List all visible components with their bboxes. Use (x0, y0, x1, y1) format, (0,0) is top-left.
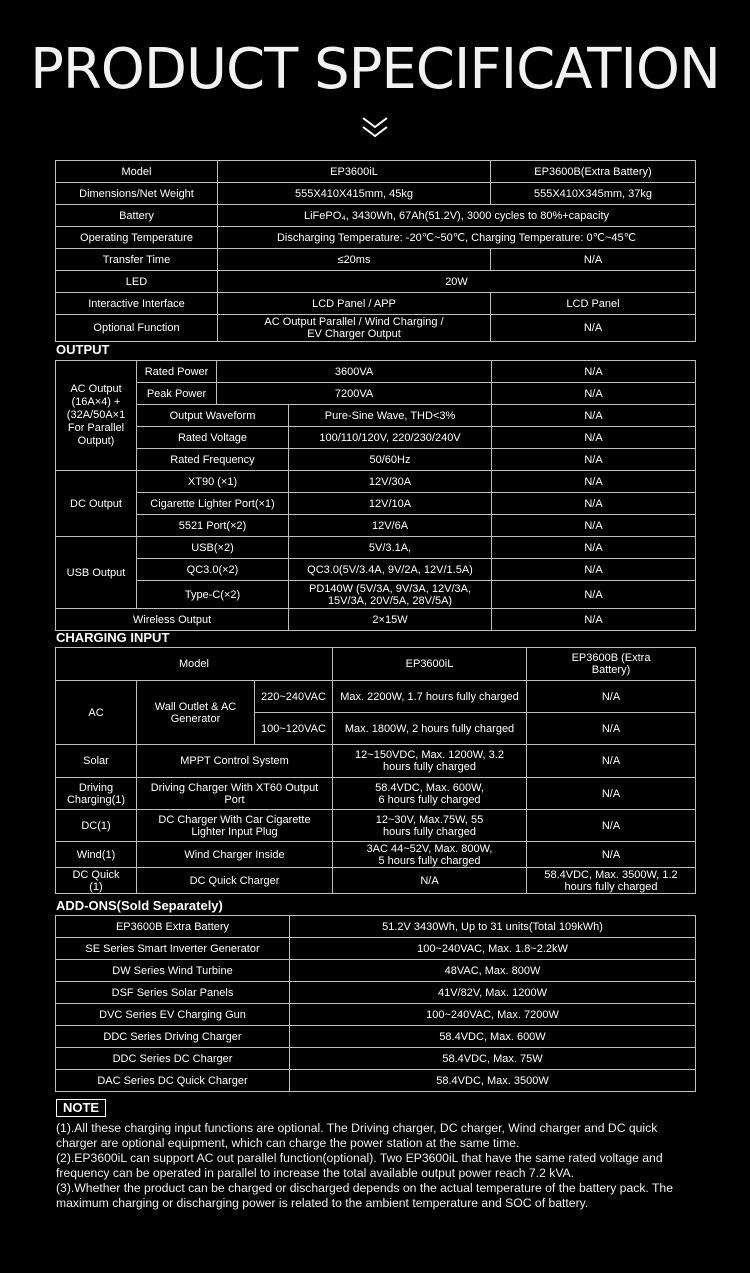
spec-label: Transfer Time (56, 249, 218, 271)
usb-output-label: USB Output (56, 537, 137, 609)
output-item: Rated Voltage (137, 427, 289, 449)
addon-name: EP3600B Extra Battery (56, 916, 290, 938)
addons-heading: ADD-ONS(Sold Separately) (56, 898, 223, 913)
table-row (56, 271, 696, 293)
table-row (56, 471, 696, 493)
table-row (56, 427, 696, 449)
charging-value: N/A (527, 778, 696, 810)
notes (56, 1121, 696, 1211)
addon-name: SE Series Smart Inverter Generator (56, 938, 290, 960)
output-value: N/A (492, 609, 696, 631)
table-row (56, 982, 696, 1004)
addon-value: 41V/82V, Max. 1200W (290, 982, 696, 1004)
spec-label: Operating Temperature (56, 227, 218, 249)
note-badge: NOTE (56, 1099, 106, 1117)
output-value: N/A (492, 383, 696, 405)
table-row (56, 227, 696, 249)
spec-table (55, 160, 696, 342)
table-row (56, 960, 696, 982)
output-value: 12V/10A (289, 493, 492, 515)
output-item: 5521 Port(×2) (137, 515, 289, 537)
addon-value: 100~240VAC, Max. 1.8~2.2kW (290, 938, 696, 960)
output-value: N/A (492, 449, 696, 471)
charging-value: N/A (527, 745, 696, 778)
output-value: N/A (492, 559, 696, 581)
spec-value: LCD Panel (491, 293, 696, 315)
charging-type: DC Quick (1) (56, 868, 137, 894)
output-item: Peak Power (137, 383, 217, 405)
table-row (56, 778, 696, 810)
table-row (56, 405, 696, 427)
output-value: 7200VA (217, 383, 492, 405)
addon-value: 58.4VDC, Max. 3500W (290, 1070, 696, 1092)
table-row (56, 916, 696, 938)
note-line: (2).EP3600iL can support AC out parallel function(optional). Two EP3600iL that have the same rated voltage and frequency can be operated in parallel to increase the total available output power reach 7.2 kVA. (56, 1151, 663, 1180)
charging-type: DC(1) (56, 810, 137, 842)
table-row (56, 161, 696, 183)
charging-value: N/A (527, 810, 696, 842)
addon-name: DVC Series EV Charging Gun (56, 1004, 290, 1026)
spec-label: Model (56, 161, 218, 183)
addon-value: 48VAC, Max. 800W (290, 960, 696, 982)
table-row (56, 249, 696, 271)
charging-type: Solar (56, 745, 137, 778)
charging-header: EP3600B (Extra Battery) (527, 648, 696, 681)
note-line: (3).Whether the product can be charged or discharged depends on the actual temperature of the battery pack. The maximum charging or discharging power is related to the ambient temperature and SOC of battery. (56, 1181, 673, 1210)
spec-value: N/A (491, 249, 696, 271)
table-row (56, 205, 696, 227)
table-row (56, 1070, 696, 1092)
charging-value: N/A (527, 681, 696, 713)
spec-label: Optional Function (56, 315, 218, 342)
output-value: N/A (492, 581, 696, 609)
addon-value: 58.4VDC, Max. 75W (290, 1048, 696, 1070)
charging-value: N/A (527, 713, 696, 745)
addon-name: DAC Series DC Quick Charger (56, 1070, 290, 1092)
output-item: Type-C(×2) (137, 581, 289, 609)
table-row (56, 581, 696, 609)
output-value: 12V/30A (289, 471, 492, 493)
table-row (56, 315, 696, 342)
charging-method: Driving Charger With XT60 Output Port (137, 778, 333, 810)
addon-name: DDC Series DC Charger (56, 1048, 290, 1070)
charging-type: AC (56, 681, 137, 745)
addon-value: 58.4VDC, Max. 600W (290, 1026, 696, 1048)
double-chevron-down-icon (360, 114, 390, 140)
output-item: QC3.0(×2) (137, 559, 289, 581)
spec-label: LED (56, 271, 218, 293)
spec-label: Dimensions/Net Weight (56, 183, 218, 205)
output-value: 3600VA (217, 361, 492, 383)
addon-value: 51.2V 3430Wh, Up to 31 units(Total 109kWh) (290, 916, 696, 938)
table-row (56, 293, 696, 315)
addon-name: DW Series Wind Turbine (56, 960, 290, 982)
spec-value: LCD Panel / APP (218, 293, 491, 315)
output-item: USB(×2) (137, 537, 289, 559)
output-item: Rated Frequency (137, 449, 289, 471)
table-row (56, 681, 696, 713)
table-row (56, 493, 696, 515)
output-item: Wireless Output (56, 609, 289, 631)
spec-label: Battery (56, 205, 218, 227)
table-row (56, 361, 696, 383)
spec-value: AC Output Parallel / Wind Charging / EV Charger Output (218, 315, 491, 342)
table-row (56, 183, 696, 205)
output-item: XT90 (×1) (137, 471, 289, 493)
dc-output-label: DC Output (56, 471, 137, 537)
output-value: N/A (492, 471, 696, 493)
addons-table (55, 915, 696, 1092)
output-value: PD140W (5V/3A, 9V/3A, 12V/3A, 15V/3A, 20V/5A, 28V/5A) (289, 581, 492, 609)
charging-value: 58.4VDC, Max. 3500W, 1.2 hours fully charged (527, 868, 696, 894)
charging-method: DC Charger With Car Cigarette Lighter Input Plug (137, 810, 333, 842)
charging-value: 58.4VDC, Max. 600W, 6 hours fully charged (333, 778, 527, 810)
spec-label: Interactive Interface (56, 293, 218, 315)
charging-voltage: 100~120VAC (255, 713, 333, 745)
spec-value: EP3600B(Extra Battery) (491, 161, 696, 183)
table-row (56, 842, 696, 868)
output-value: N/A (492, 427, 696, 449)
output-value: N/A (492, 405, 696, 427)
spec-value: Discharging Temperature: -20℃~50℃, Charging Temperature: 0℃~45℃ (218, 227, 696, 249)
charging-value: 12~150VDC, Max. 1200W, 3.2 hours fully charged (333, 745, 527, 778)
output-value: 5V/3.1A, (289, 537, 492, 559)
charging-value: N/A (527, 842, 696, 868)
charging-method: DC Quick Charger (137, 868, 333, 894)
output-value: 12V/6A (289, 515, 492, 537)
table-row (56, 745, 696, 778)
charging-type: Driving Charging(1) (56, 778, 137, 810)
addon-value: 100~240VAC, Max. 7200W (290, 1004, 696, 1026)
charging-method: Wind Charger Inside (137, 842, 333, 868)
table-row (56, 449, 696, 471)
spec-value: 555X410X345mm, 37kg (491, 183, 696, 205)
output-value: N/A (492, 537, 696, 559)
spec-value: 555X410X415mm, 45kg (218, 183, 491, 205)
charging-table (55, 647, 696, 894)
table-row (56, 810, 696, 842)
charging-header: EP3600iL (333, 648, 527, 681)
note-line: (1).All these charging input functions are optional. The Driving charger, DC charger, Wind charger and DC quick charger are optional equipment, which can charge the power station at the same time. (56, 1121, 658, 1150)
output-item: Rated Power (137, 361, 217, 383)
table-row (56, 383, 696, 405)
output-value: 50/60Hz (289, 449, 492, 471)
table-row (56, 1048, 696, 1070)
charging-value: 3AC 44~52V, Max. 800W, 5 hours fully charged (333, 842, 527, 868)
spec-value: 20W (218, 271, 696, 293)
charging-value: 12~30V, Max.75W, 55 hours fully charged (333, 810, 527, 842)
charging-header: Model (56, 648, 333, 681)
page-title: PRODUCT SPECIFICATION (30, 37, 720, 102)
spec-value: N/A (491, 315, 696, 342)
output-value: N/A (492, 361, 696, 383)
table-row (56, 868, 696, 894)
output-item: Cigarette Lighter Port(×1) (137, 493, 289, 515)
table-row (56, 938, 696, 960)
charging-type: Wind(1) (56, 842, 137, 868)
spec-value: LiFePO₄, 3430Wh, 67Ah(51.2V), 3000 cycles to 80%+capacity (218, 205, 696, 227)
output-table (55, 360, 696, 631)
table-row (56, 1004, 696, 1026)
charging-method: Wall Outlet & AC Generator (137, 681, 255, 745)
charging-voltage: 220~240VAC (255, 681, 333, 713)
charging-value: N/A (333, 868, 527, 894)
table-row (56, 515, 696, 537)
table-row (56, 609, 696, 631)
charging-method: MPPT Control System (137, 745, 333, 778)
output-value: N/A (492, 493, 696, 515)
output-value: N/A (492, 515, 696, 537)
output-heading: OUTPUT (56, 342, 110, 357)
output-value: 2×15W (289, 609, 492, 631)
spec-value: ≤20ms (218, 249, 491, 271)
table-row (56, 1026, 696, 1048)
output-value: QC3.0(5V/3.4A, 9V/2A, 12V/1.5A) (289, 559, 492, 581)
output-item: Output Waveform (137, 405, 289, 427)
table-row (56, 559, 696, 581)
addon-name: DSF Series Solar Panels (56, 982, 290, 1004)
ac-output-label: AC Output (16A×4) + (32A/50A×1 For Parallel Output) (56, 361, 137, 471)
addon-name: DDC Series Driving Charger (56, 1026, 290, 1048)
table-row (56, 648, 696, 681)
spec-value: EP3600iL (218, 161, 491, 183)
charging-value: Max. 2200W, 1.7 hours fully charged (333, 681, 527, 713)
charging-heading: CHARGING INPUT (56, 630, 170, 645)
output-value: 100/110/120V, 220/230/240V (289, 427, 492, 449)
charging-value: Max. 1800W, 2 hours fully charged (333, 713, 527, 745)
output-value: Pure-Sine Wave, THD<3% (289, 405, 492, 427)
table-row (56, 537, 696, 559)
